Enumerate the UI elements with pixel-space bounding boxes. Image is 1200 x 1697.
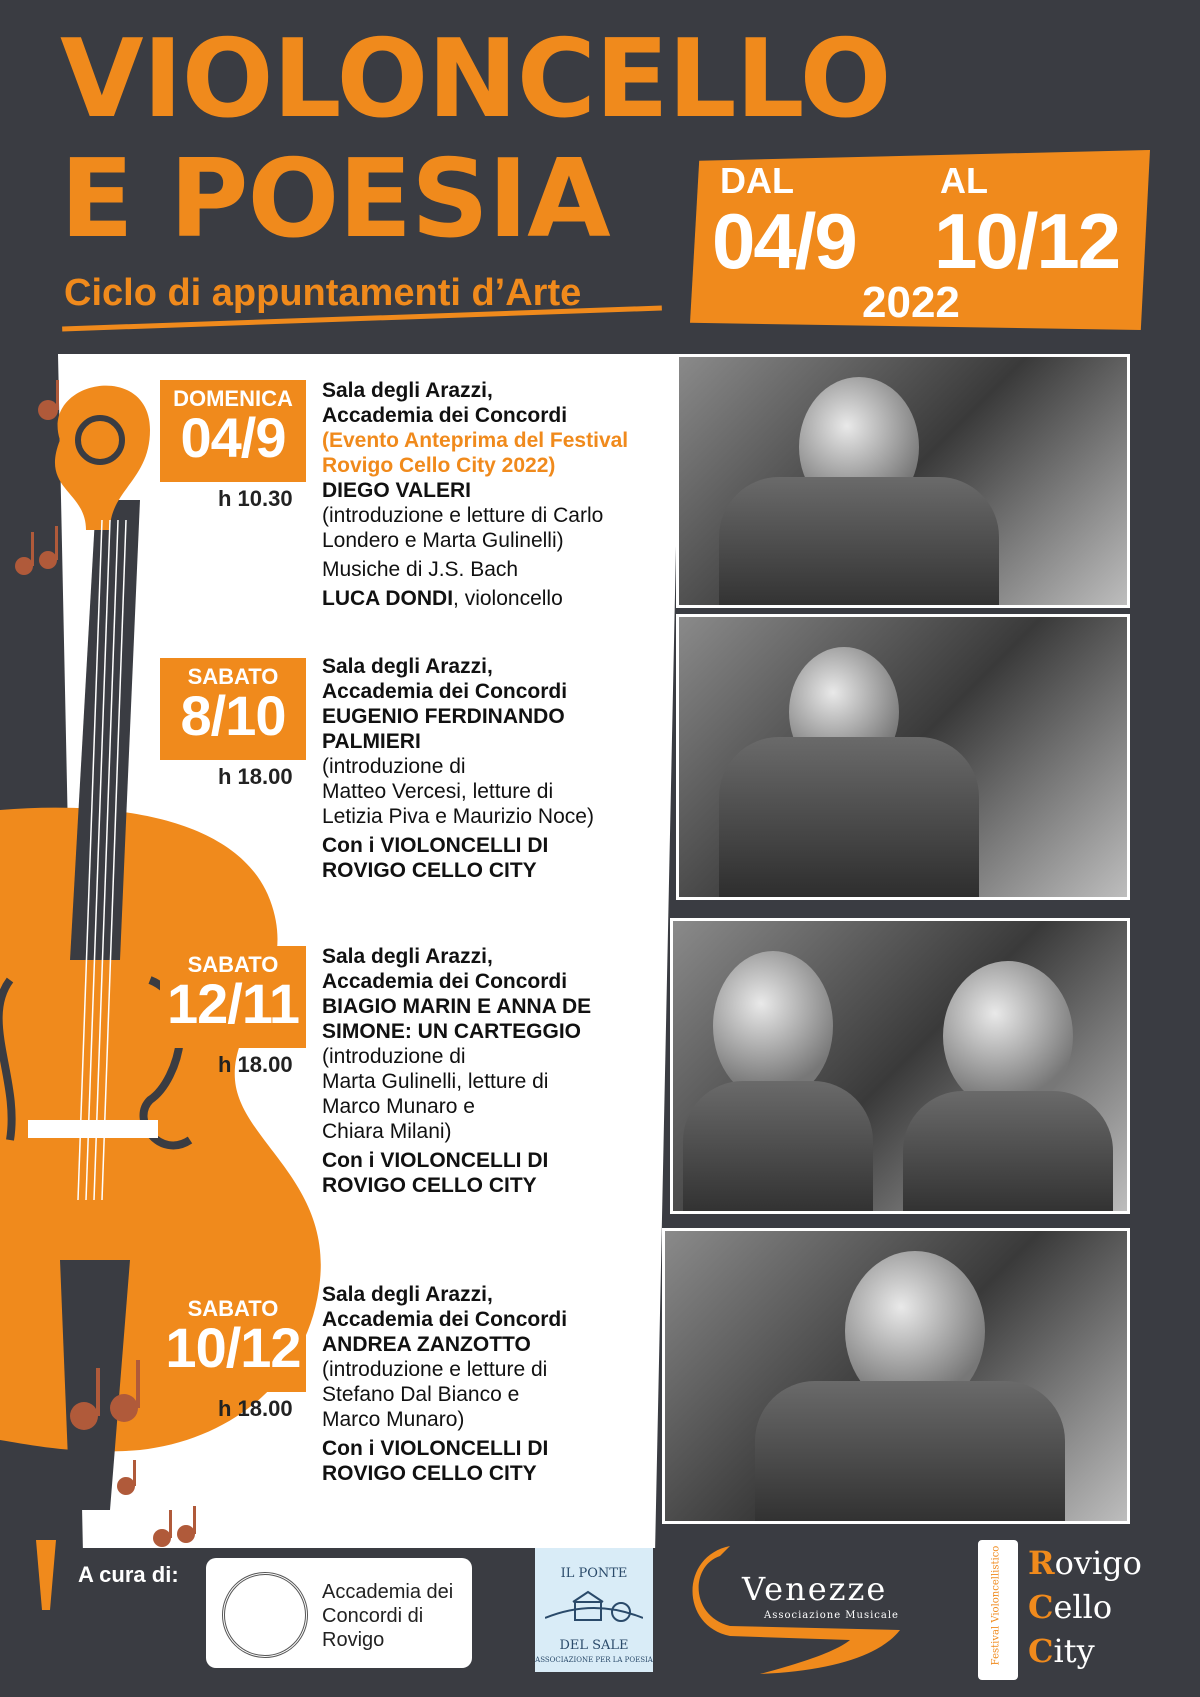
logo4-ci: C [1028,1632,1054,1670]
logo4-rovigo: ovigo [1054,1544,1142,1582]
event-3-poet-2: SIMONE: UN CARTEGGIO [322,1020,582,1043]
event-1-performer: LUCA DONDI [322,587,454,610]
event-1-poet: DIEGO VALERI [322,479,471,502]
event-4-intro-2: Stefano Dal Bianco e [322,1383,520,1406]
event-2-poet-2: PALMIERI [322,730,421,753]
photo-biagio-marin-anna-de-simone [670,918,1130,1214]
event-2-performers: Con i VIOLONCELLI DI [322,834,549,857]
event-1-note: (Evento Anteprima del Festival [322,429,629,452]
logo2-line-3: ASSOCIAZIONE PER LA POESIA [535,1656,653,1664]
event-1-note-2: Rovigo Cello City 2022) [322,454,556,477]
event-3-venue: Sala degli Arazzi, [322,945,493,968]
logo4-cello: ello [1053,1588,1113,1626]
event-2-performers-2: ROVIGO CELLO CITY [322,859,537,882]
event-4-performers-2: ROVIGO CELLO CITY [322,1462,537,1485]
event-1-info [322,378,628,611]
start-date: 04/9 [712,197,856,285]
event-3-performers-2: ROVIGO CELLO CITY [322,1174,537,1197]
logo-venezze [690,1546,920,1676]
bridge-house-icon [545,1588,643,1632]
event-2-intro-2: Matteo Vercesi, letture di [322,780,554,803]
event-3-hour: h 18.00 [218,1052,293,1077]
event-4-day-name: SABATO [187,1296,279,1321]
event-2-venue: Sala degli Arazzi, [322,655,493,678]
logo1-line-1: Accademia dei [322,1581,454,1603]
event-3-intro-3: Marco Munaro e [322,1095,475,1118]
event-2-day-date: 8/10 [180,684,286,747]
event-2-day-name: SABATO [187,664,279,689]
event-2-hour: h 18.00 [218,764,293,789]
al-label: AL [940,160,988,201]
event-1-day-name: DOMENICA [173,386,293,411]
event-4-poet: ANDREA ZANZOTTO [322,1333,531,1356]
event-4-day-date: 10/12 [165,1316,301,1379]
logo4-city: ity [1053,1632,1095,1670]
event-3-date-badge [160,946,306,1048]
photo-andrea-zanzotto [662,1228,1130,1524]
event-4-venue: Sala degli Arazzi, [322,1283,493,1306]
logo-il-ponte-del-sale [535,1548,653,1672]
logo2-line-1: IL PONTE [560,1566,628,1581]
event-1-music: Musiche di J.S. Bach [322,558,519,581]
event-2-intro: (introduzione di [322,755,466,778]
event-3-day-name: SABATO [187,952,279,977]
event-4-hour: h 18.00 [218,1396,293,1421]
photo-diego-valeri [676,354,1130,608]
year: 2022 [862,278,960,327]
event-3-intro: (introduzione di [322,1045,466,1068]
event-3-intro-2: Marta Gulinelli, letture di [322,1070,549,1093]
event-4-intro: (introduzione e letture di [322,1358,548,1381]
event-3-performers: Con i VIOLONCELLI DI [322,1149,549,1172]
cello-bridge [28,1120,158,1138]
event-1-venue-2: Accademia dei Concordi [322,404,568,427]
event-1-venue: Sala degli Arazzi, [322,379,493,402]
photo-eugenio-ferdinando-palmieri [676,614,1130,900]
event-4-venue-2: Accademia dei Concordi [322,1308,568,1331]
curated-by-label: A cura di: [78,1562,179,1587]
event-1-day-date: 04/9 [180,406,286,469]
event-1-intro: (introduzione e letture di Carlo [322,504,604,527]
logo3-letter: F [708,1568,732,1608]
event-2-poet: EUGENIO FERDINANDO [322,705,565,728]
logo3-subtitle: Associazione Musicale [764,1610,899,1621]
end-date: 10/12 [934,197,1120,285]
event-3-venue-2: Accademia dei Concordi [322,970,568,993]
event-4-performers: Con i VIOLONCELLI DI [322,1437,549,1460]
event-1-performer-role: , violoncello [453,587,563,610]
event-3-poet: BIAGIO MARIN E ANNA DE [322,995,592,1018]
logo4-c: C [1028,1588,1054,1626]
event-2-info [322,654,594,883]
event-2-intro-3: Letizia Piva e Maurizio Noce) [322,805,594,828]
seal-icon [222,1572,308,1658]
event-1-date-badge [160,380,306,482]
logo3-name: Venezze [742,1570,888,1608]
event-2-venue-2: Accademia dei Concordi [322,680,568,703]
logo-accademia-dei-concordi [206,1558,472,1668]
event-4-date-badge [160,1290,306,1392]
logo-rovigo-cello-city [978,1540,1178,1680]
event-2-date-badge [160,658,306,760]
logo1-line-2: Concordi di [322,1605,424,1627]
event-3-intro-4: Chiara Milani) [322,1120,452,1143]
dal-label: DAL [720,160,794,201]
event-1-hour: h 10.30 [218,486,293,511]
subtitle: Ciclo di appuntamenti d’Arte [64,272,582,314]
logo2-line-2: DEL SALE [559,1638,629,1653]
title-line-2: E POESIA [60,137,610,262]
logo1-line-3: Rovigo [322,1629,385,1651]
event-1-intro-2: Londero e Marta Gulinelli) [322,529,564,552]
event-3-info [322,944,591,1198]
logo4-vertical: Festival Violoncellistico [990,1545,1002,1666]
logo4-r: R [1028,1544,1055,1582]
event-3-day-date: 12/11 [166,972,300,1035]
event-4-info [322,1282,567,1486]
title-line-1: VIOLONCELLO [60,17,891,142]
event-4-intro-3: Marco Munaro) [322,1408,465,1431]
